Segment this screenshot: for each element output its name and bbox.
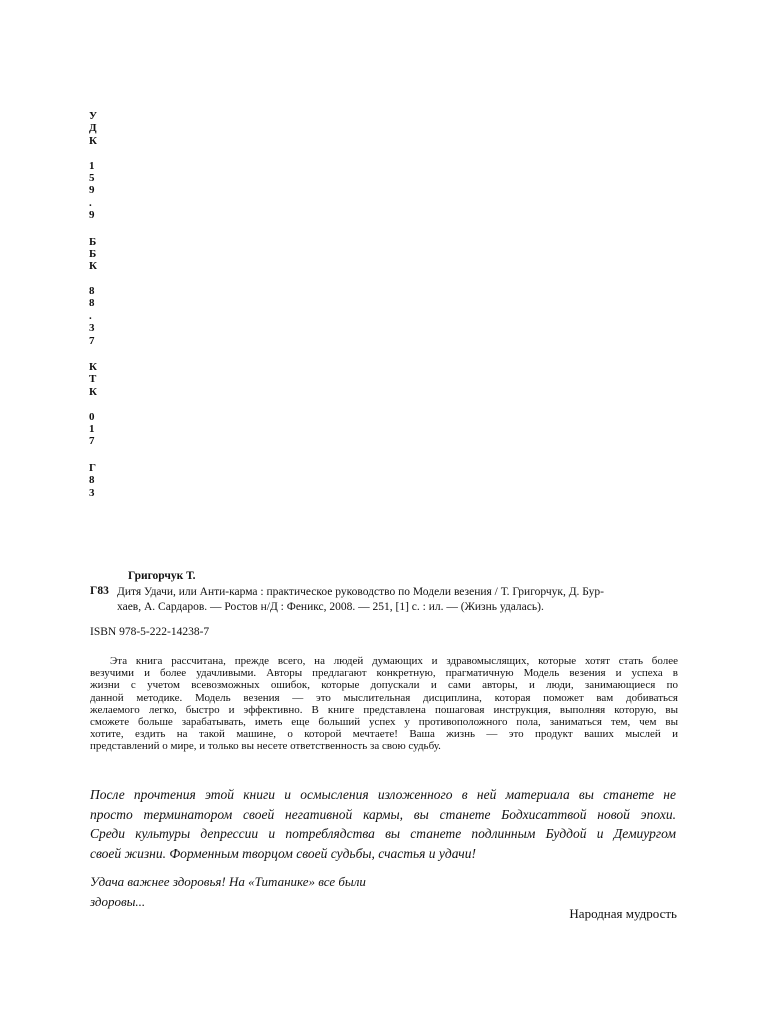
epigraph-source: Народная мудрость <box>569 906 677 921</box>
annotation-line: данной методике. Модель везения — это мыслительная дисциплина, которая поможет вам добиваться <box>90 691 678 704</box>
ktk-char: 0 <box>89 410 95 423</box>
udk-code <box>89 110 103 222</box>
promo-paragraph <box>90 785 676 863</box>
ktk-char: 1 <box>89 422 95 435</box>
bbk-char: 8 <box>89 297 95 310</box>
bbk-char: Б <box>89 235 97 248</box>
bbk-char <box>89 273 103 285</box>
udk-char: У <box>89 110 98 122</box>
classification-codes <box>89 110 103 513</box>
ktk-code <box>89 361 103 448</box>
bib-line: хаев, А. Сардаров. — Ростов н/Д : Феникс, 2008. — 251, [1] с. : ил. — (Жизнь удалась). <box>117 601 544 613</box>
isbn: ISBN 978-5-222-14238-7 <box>90 626 210 638</box>
annotation-line: жизни с учетом всевозможных ошибок, которые допускали и сами авторы, и люди, занимающиеся по <box>90 679 678 692</box>
promo-line: Среди культуры депрессии и потреблядства вы станете подлинным Буддой и Демиургом <box>90 826 676 841</box>
promo-line: просто терминатором своей негативной кармы, вы станете Бодхисаттвой новой эпохи. <box>90 806 676 822</box>
udk-char: К <box>89 134 97 147</box>
annotation-line: Эта книга рассчитана, прежде всего, на людей думающих и здравомыслящих, которые хотят стать более <box>110 655 678 667</box>
author-mark-char: 8 <box>89 474 95 487</box>
ktk-char <box>89 398 103 410</box>
annotation-line: сможете больше зарабатывать, иметь еще больший успех у противоположного пола, заниматься тем, чем вы <box>90 716 678 729</box>
epigraph-line: Удача важнее здоровья! На «Титанике» все были <box>90 874 366 889</box>
author-heading: Григорчук Т. <box>128 570 196 582</box>
ktk-char: К <box>89 361 97 374</box>
udk-char: . <box>89 196 92 209</box>
author-mark-code <box>89 462 103 499</box>
epigraph <box>90 872 366 912</box>
bbk-code <box>89 236 103 348</box>
bib-line: Дитя Удачи, или Анти-карма : практическое руководство по Модели везения / Т. Григорчук, Д. Бур- <box>117 586 604 598</box>
catalog-code: Г83 <box>90 585 109 597</box>
bbk-char: 3 <box>89 322 95 335</box>
ktk-char: 7 <box>89 435 95 448</box>
epigraph-line: здоровы... <box>90 894 146 909</box>
annotation-paragraph <box>90 655 678 753</box>
annotation-line: хотите, ездить на такой машине, о которой мечтаете! Ваша жизнь — это продукт ваших мыслей и <box>90 728 678 741</box>
bbk-char: 7 <box>89 334 95 347</box>
author-mark-char: Г <box>89 461 96 474</box>
udk-char: 1 <box>89 159 95 172</box>
udk-char: 5 <box>89 171 95 184</box>
promo-line: После прочтения этой книги и осмысления изложенного в ней материала вы станете не <box>90 787 676 802</box>
annotation-line: представлений о мире, и только вы несете ответственность за свою судьбу. <box>90 740 441 753</box>
author-mark-char: 3 <box>89 486 95 499</box>
udk-char: 9 <box>89 184 95 197</box>
bbk-char: 8 <box>89 285 95 298</box>
udk-char <box>89 147 103 159</box>
bbk-char: Б <box>89 247 97 260</box>
promo-line: своей жизни. Форменным творцом своей судьбы, счастья и удачи! <box>90 845 476 861</box>
annotation-line: желаемого легко, быстро и эффективно. В книге представлена пошаговая инструкция, выполняя которую, вы <box>90 703 678 716</box>
bbk-char: . <box>89 309 92 322</box>
bibliographic-description <box>117 585 675 615</box>
udk-char: 9 <box>89 209 95 222</box>
annotation-line: везучими и более удачливыми. Авторы предлагают конкретную, прагматичную Модель везения и успеха в <box>90 667 678 680</box>
bbk-char: К <box>89 260 97 273</box>
ktk-char: Т <box>89 373 97 386</box>
udk-char: Д <box>89 122 97 135</box>
ktk-char: К <box>89 385 97 398</box>
